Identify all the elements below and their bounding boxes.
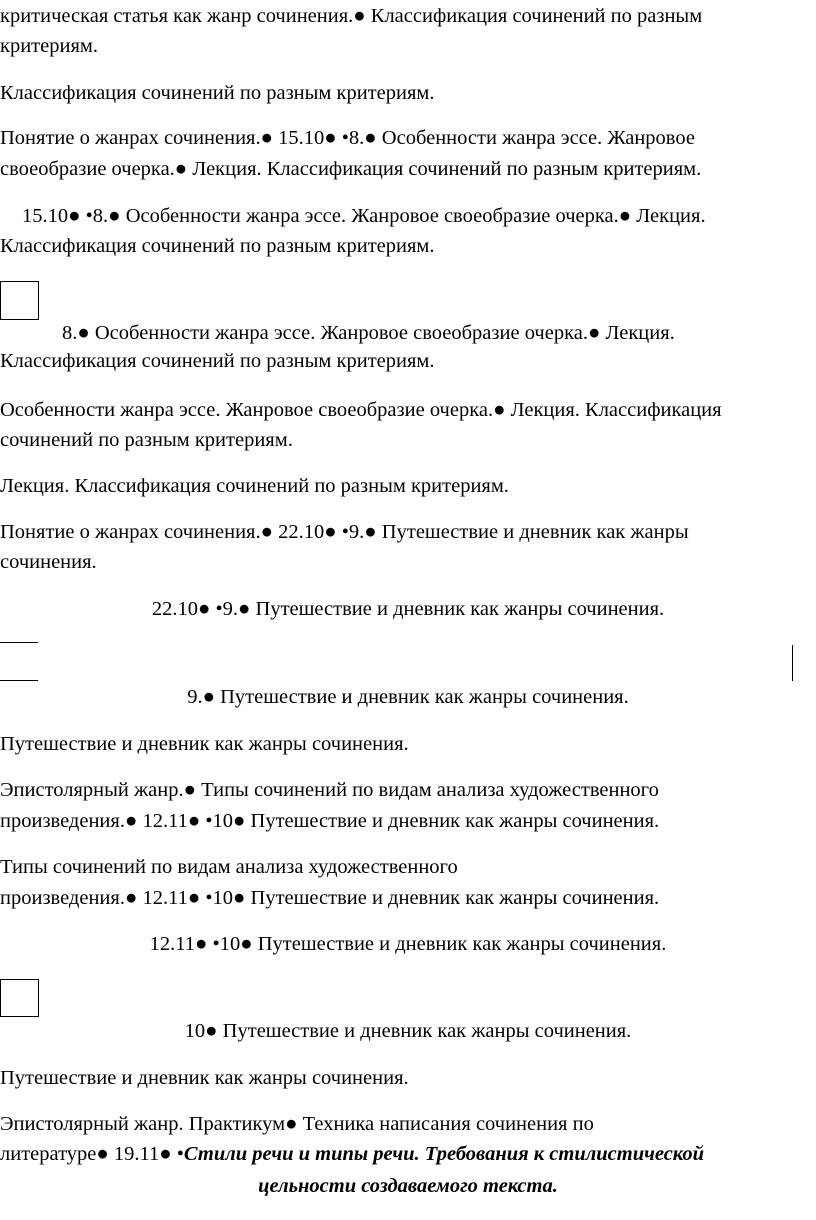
text-line: 10● Путешествие и дневник как жанры сочинения. — [184, 1020, 632, 1042]
text-line: Понятие о жанрах сочинения.● 22.10● •9.● Путешествие и дневник как жанры — [0, 521, 689, 543]
empty-frame — [0, 979, 39, 1017]
text-line: Классификация сочинений по разным критериям. — [0, 235, 435, 257]
text-line: 9.● Путешествие и дневник как жанры сочинения. — [187, 686, 629, 708]
divider-line — [792, 645, 793, 681]
text-line: Особенности жанра эссе. Жанровое своеобразие очерка.● Лекция. Классификация — [0, 399, 722, 421]
emphasized-text: Стили речи и типы речи. Требования к стилистической — [183, 1143, 705, 1165]
text-line: Лекция. Классификация сочинений по разным критериям. — [0, 475, 509, 497]
text-line: Путешествие и дневник как жанры сочинения. — [0, 733, 409, 755]
text-line: сочинений по разным критериям. — [0, 429, 293, 451]
text-line: произведения.● 12.11● •10● Путешествие и дневник как жанры сочинения. — [0, 887, 660, 909]
text-run: литературе● 19.11● • — [0, 1143, 184, 1165]
text-line: 15.10● •8.● Особенности жанра эссе. Жанровое своеобразие очерка.● Лекция. — [22, 205, 706, 227]
text-line: сочинения. — [0, 551, 97, 573]
text-line: 8.● Особенности жанра эссе. Жанровое своеобразие очерка.● Лекция. — [62, 322, 675, 344]
emphasized-text: цельности создаваемого текста. — [258, 1175, 558, 1197]
divider-line — [0, 642, 38, 643]
text-line: критериям. — [0, 35, 98, 57]
text-line: Путешествие и дневник как жанры сочинения. — [0, 1067, 409, 1089]
text-line: произведения.● 12.11● •10● Путешествие и дневник как жанры сочинения. — [0, 810, 660, 832]
text-line: Классификация сочинений по разным критериям. — [0, 350, 435, 372]
text-line: Классификация сочинений по разным критериям. — [0, 82, 435, 104]
empty-frame — [0, 281, 39, 320]
divider-line — [0, 680, 38, 681]
text-line: Эпистолярный жанр.● Типы сочинений по видам анализа художественного — [0, 779, 659, 801]
text-line: 12.11● •10● Путешествие и дневник как жанры сочинения. — [149, 933, 667, 955]
text-line — [0, 1141, 704, 1167]
text-line: критическая статья как жанр сочинения.● Классификация сочинений по разным — [0, 5, 703, 27]
text-line: 22.10● •9.● Путешествие и дневник как жанры сочинения. — [151, 598, 665, 620]
text-line: Эпистолярный жанр. Практикум● Техника написания сочинения по — [0, 1113, 594, 1135]
text-line: своеобразие очерка.● Лекция. Классификация сочинений по разным критериям. — [0, 158, 702, 180]
text-line: Понятие о жанрах сочинения.● 15.10● •8.● Особенности жанра эссе. Жанровое — [0, 127, 695, 149]
text-line: Типы сочинений по видам анализа художественного — [0, 856, 458, 878]
